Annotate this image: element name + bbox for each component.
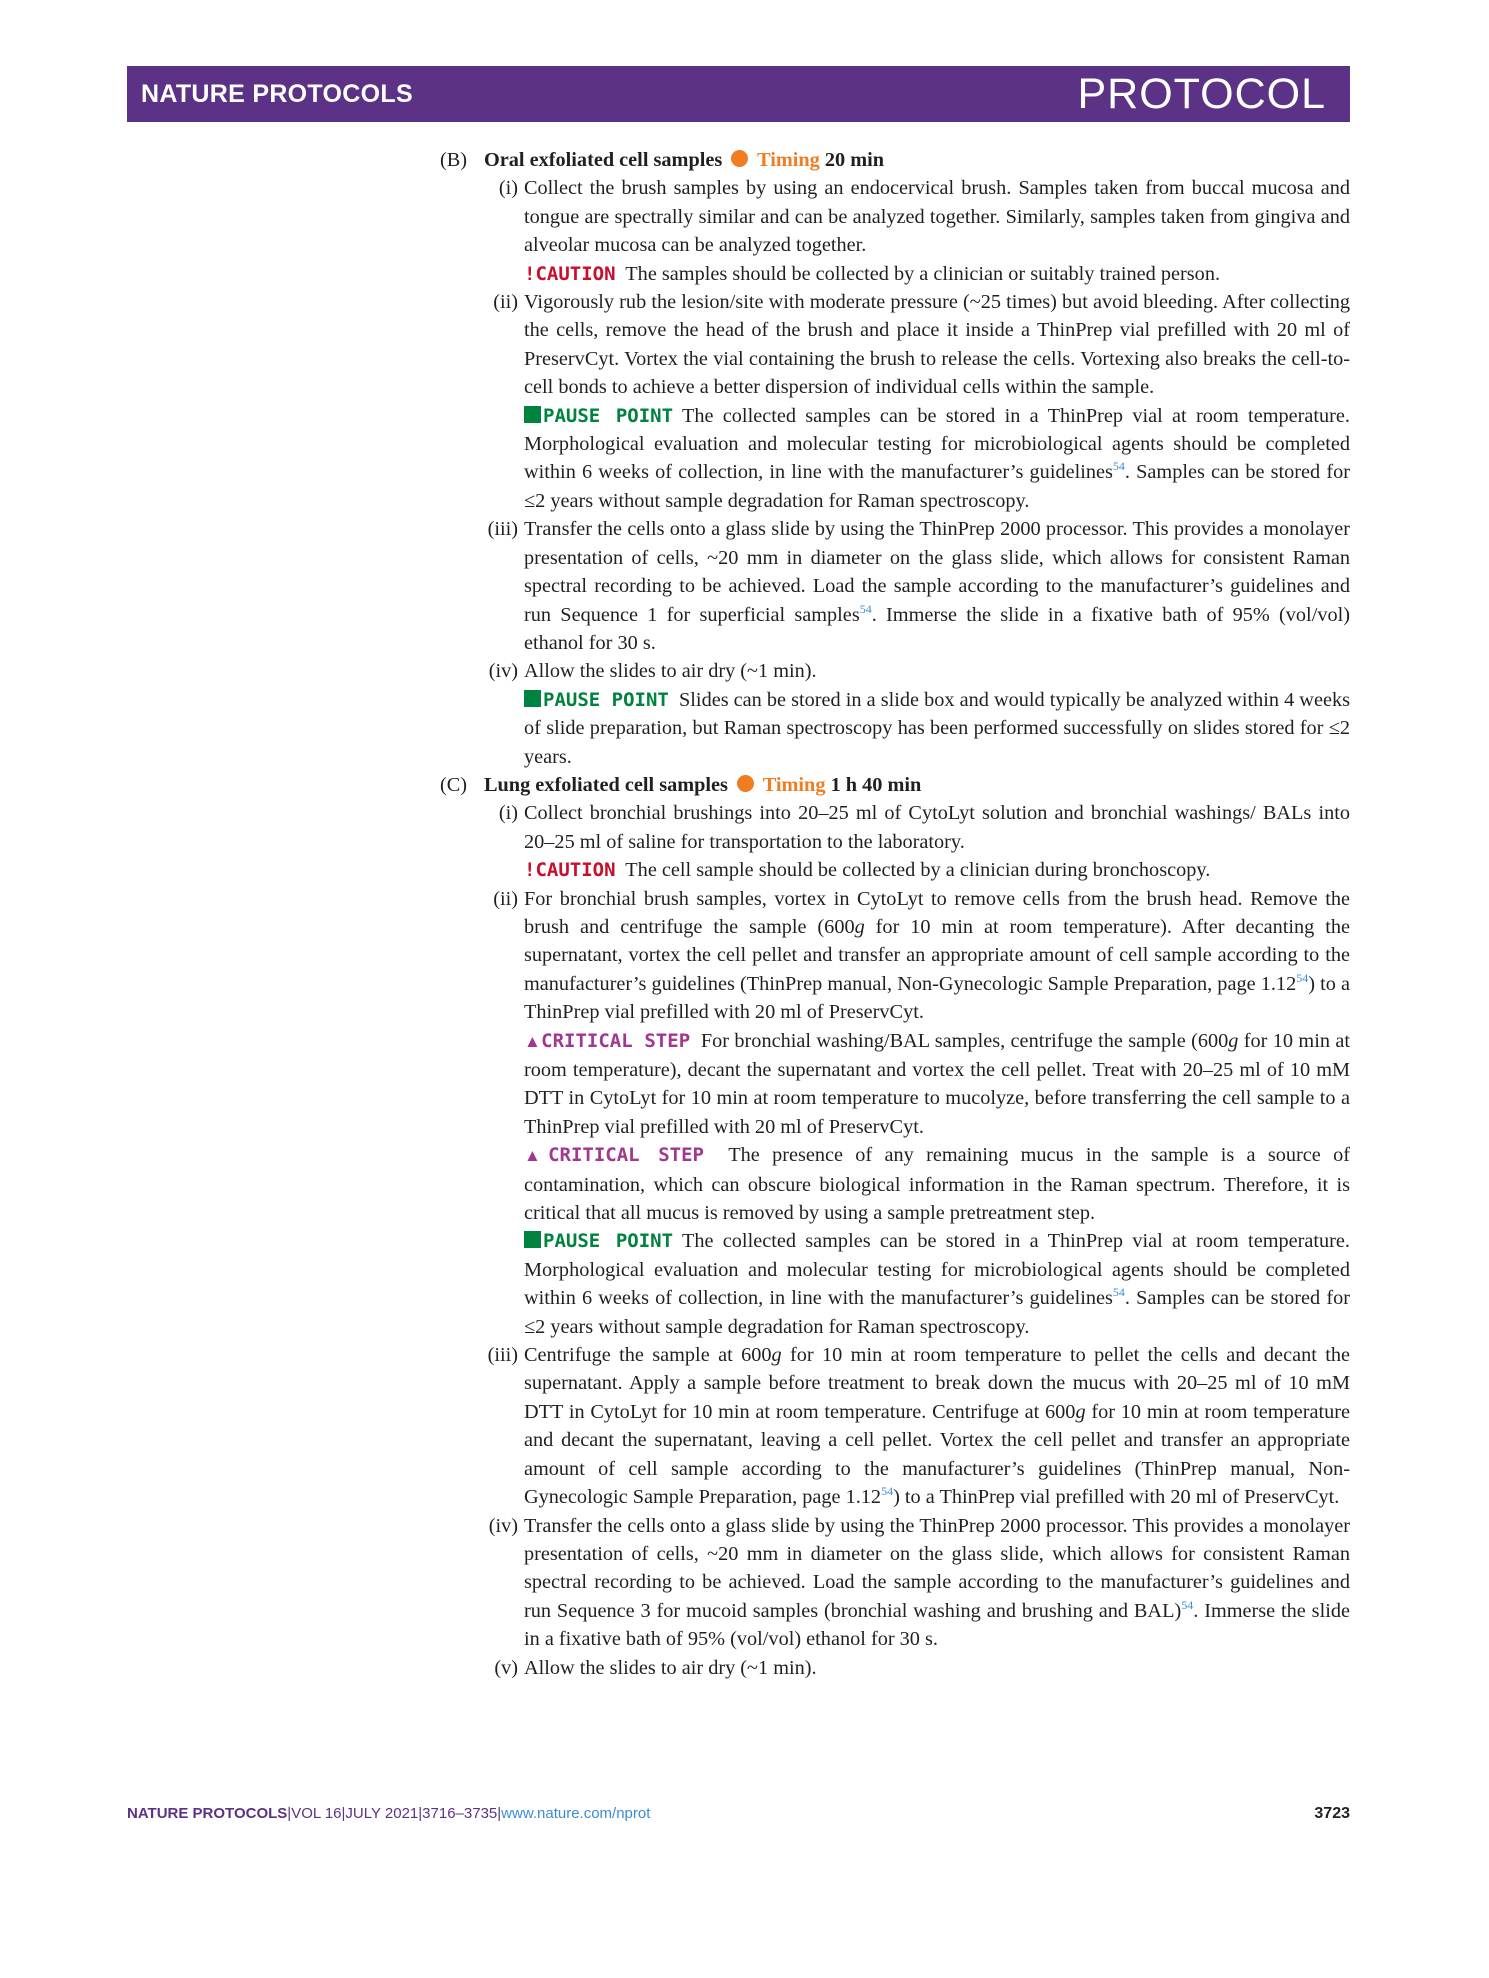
reference-link[interactable]: 54 <box>859 601 872 616</box>
step-c-v: (v) Allow the slides to air dry (~1 min). <box>494 1656 817 1679</box>
step-b-iv: (iv) Allow the slides to air dry (~1 min). <box>488 660 817 683</box>
section-title: Lung exfoliated cell samples <box>484 773 728 796</box>
footer-pages: 3716–3735 <box>422 1805 498 1822</box>
protocol-content <box>440 146 1350 1682</box>
footer-journal: NATURE PROTOCOLS <box>127 1805 288 1822</box>
caution-note: !CAUTION The samples should be collected by a clinician or suitably trained person. <box>524 262 1221 285</box>
header-bar <box>127 66 1350 122</box>
journal-name: NATURE PROTOCOLS <box>141 80 413 108</box>
critical-note: ▲CRITICAL STEP For bronchial washing/BAL samples, centrifuge the sample (600g for 10 min at room temperature), decant the supernatant and vortex the cell pellet. Treat with 20–25 ml of 10 mM DTT in CytoLyt for 10 min at room temperature to mucolyze, before transferring the cell sample to a ThinPrep vial prefilled with 20 ml of PreservCyt. <box>524 1029 1350 1138</box>
timing-label: Timing <box>762 773 826 796</box>
step-c-iii: (iii) Centrifuge the sample at 600g for 10 min at room temperature to pellet the cells and decant the supernatant. Apply a sample before treatment to break down the mucus with 20–25 ml of 10 mM DTT in CytoLyt for 10 min at room temperature. Centrifuge at 600g for 10 min at room temperature and decant the supernatant, leaving a cell pellet. Vortex the cell pellet and transfer an appropriate amount of cell sample according to the manufacturer’s guidelines (ThinPrep manual, Non-Gynecologic Sample Preparation, page 1.12$^{54}$) to a ThinPrep vial prefilled with 20 ml of PreservCyt. <box>487 1344 1350 1509</box>
page-number: 3723 <box>1314 1805 1350 1822</box>
critical-label: CRITICAL STEP <box>541 1029 691 1052</box>
timing-value: 20 min <box>824 149 885 171</box>
pause-note: PAUSE POINT The collected samples can be stored in a ThinPrep vial at room temperature. Morphological evaluation and molecular testing for microbiological agents should be completed within 6 weeks of collection, in line with the manufacturer’s guidelines$^{54}$. Samples can be stored for ≤2 years without sample degradation for Raman spectroscopy. <box>524 1230 1350 1338</box>
pause-label: PAUSE POINT <box>543 404 674 427</box>
footer-issue: JULY 2021 <box>345 1805 419 1822</box>
caution-label: !CAUTION <box>524 262 616 285</box>
pause-note: PAUSE POINT The collected samples can be stored in a ThinPrep vial at room temperature. Morphological evaluation and molecular testing for microbiological agents should be completed within 6 weeks of collection, in line with the manufacturer’s guidelines$^{54}$. Samples can be stored for ≤2 years without sample degradation for Raman spectroscopy. <box>524 404 1350 512</box>
step-c-iv: (iv) Transfer the cells onto a glass slide by using the ThinPrep 2000 processor. This provides a monolayer presentation of cells, ~20 mm in diameter on the glass slide, which allows for consistent Raman spectral recording to be achieved. Load the sample according to the manufacturer’s guidelines and run Sequence 3 for mucoid samples (bronchial washing and brushing and BAL)$^{54}$. Immerse the slide in a fixative bath of 95% (vol/vol) ethanol for 30 s. <box>488 1514 1350 1651</box>
footer-url-link[interactable]: www.nature.com/nprot <box>501 1805 651 1822</box>
timing-dot-icon <box>737 775 754 792</box>
step-c-ii: (ii) For bronchial brush samples, vortex in CytoLyt to remove cells from the brush head. Remove the brush and centrifuge the sample (600g for 10 min at room temperature). After decanting the supernatant, vortex the cell pellet and transfer an appropriate amount of cell sample according to the manufacturer’s guidelines (ThinPrep manual, Non-Gynecologic Sample Preparation, page 1.12$^{54}$) to a ThinPrep vial prefilled with 20 ml of PreservCyt. <box>493 887 1350 1024</box>
reference-link[interactable]: 54 <box>1296 971 1309 986</box>
pause-square-icon <box>524 1231 541 1248</box>
step-c-i: (i) Collect bronchial brushings into 20–25 ml of CytoLyt solution and bronchial washings/ BALs into 20–25 ml of saline for transportation to the laboratory. <box>498 802 1350 853</box>
step-b-ii: (ii) Vigorously rub the lesion/site with moderate pressure (~25 times) but avoid bleeding. After collecting the cells, remove the head of the brush and place it inside a ThinPrep vial prefilled with 20 ml of PreservCyt. Vortex the vial containing the brush to release the cells. Vortexing also breaks the cell-to-cell bonds to achieve a better dispersion of individual cells within the sample. <box>493 291 1350 399</box>
page-footer: NATURE PROTOCOLS|VOL 16|JULY 2021|3716–3735|www.nature.com/nprot 3723 <box>127 1805 1350 1822</box>
reference-link[interactable]: 54 <box>1181 1597 1194 1612</box>
pause-label: PAUSE POINT <box>543 688 669 711</box>
section-label: (C) <box>440 773 468 796</box>
section-label: (B) <box>440 149 468 171</box>
critical-note: ▲CRITICAL STEP The presence of any remaining mucus in the sample is a source of contamination, which can obscure biological information in the Raman spectrum. Therefore, it is critical that all mucus is removed by using a sample pretreatment step. <box>524 1144 1350 1225</box>
pause-square-icon <box>524 406 541 423</box>
section-b-heading <box>440 146 1350 174</box>
section-c-heading <box>440 771 1350 799</box>
article-type: PROTOCOL <box>1077 70 1326 118</box>
pause-note: PAUSE POINT Slides can be stored in a slide box and would typically be analyzed within 4 weeks of slide preparation, but Raman spectroscopy has been performed successfully on slides stored for ≤2 years. <box>524 688 1350 768</box>
timing-value: 1 h 40 min <box>830 773 922 796</box>
pause-square-icon <box>524 690 541 707</box>
caution-note: !CAUTION The cell sample should be collected by a clinician during bronchoscopy. <box>524 859 1211 882</box>
caution-label: !CAUTION <box>524 859 616 882</box>
pause-label: PAUSE POINT <box>543 1230 674 1253</box>
reference-link[interactable]: 54 <box>1112 1285 1125 1300</box>
footer-volume: VOL 16 <box>291 1805 342 1822</box>
step-b-i: (i) Collect the brush samples by using an endocervical brush. Samples taken from buccal mucosa and tongue are spectrally similar and can be analyzed together. Similarly, samples taken from gingiva and alveolar mucosa can be analyzed together. <box>498 177 1350 257</box>
reference-link[interactable]: 54 <box>881 1484 894 1499</box>
reference-link[interactable]: 54 <box>1112 459 1125 474</box>
timing-dot-icon <box>731 150 748 167</box>
timing-label: Timing <box>757 149 820 171</box>
critical-triangle-icon: ▲ <box>524 1031 542 1051</box>
section-title: Oral exfoliated cell samples <box>484 149 723 171</box>
critical-triangle-icon: ▲ <box>524 1146 549 1166</box>
critical-label: CRITICAL STEP <box>548 1144 704 1167</box>
step-b-iii: (iii) Transfer the cells onto a glass slide by using the ThinPrep 2000 processor. This provides a monolayer presentation of cells, ~20 mm in diameter on the glass slide, which allows for consistent Raman spectral recording to be achieved. Load the sample according to the manufacturer’s guidelines and run Sequence 1 for superficial samples$^{54}$. Immerse the slide in a fixative bath of 95% (vol/vol) ethanol for 30 s. <box>487 518 1350 654</box>
